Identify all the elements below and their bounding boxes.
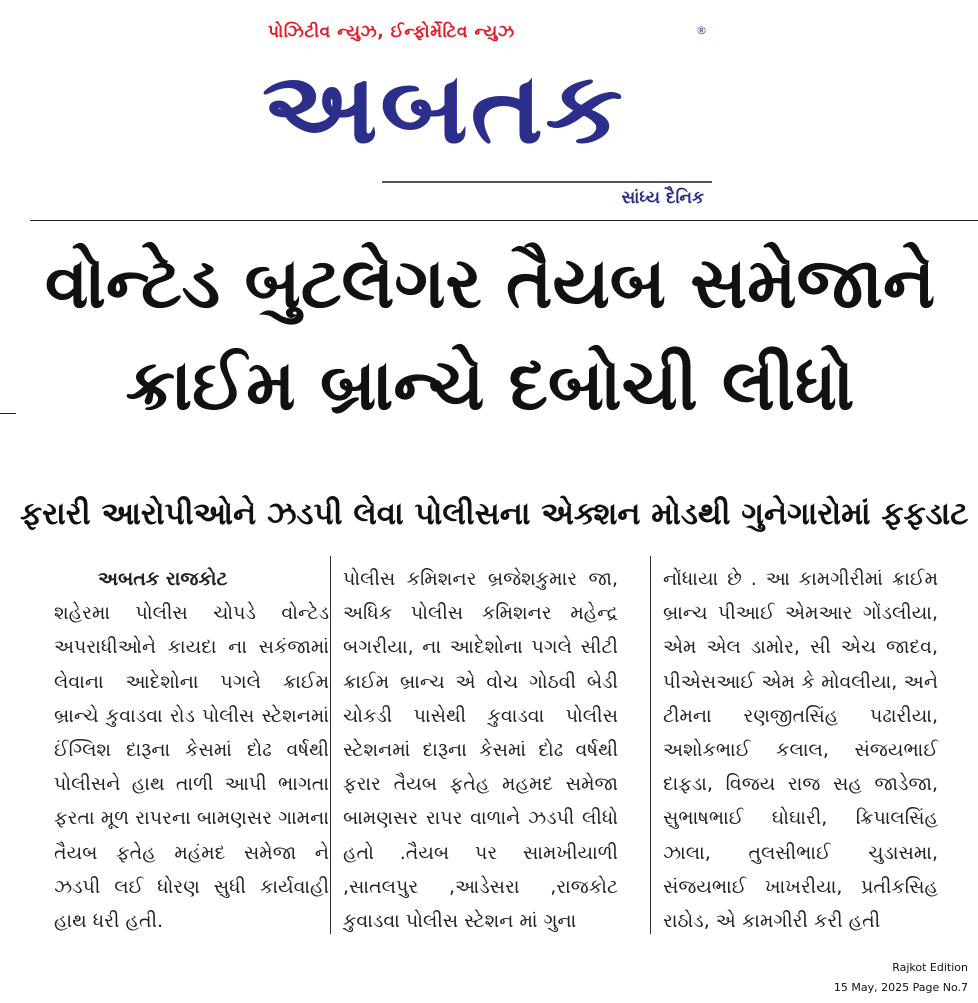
article-column-2: [343, 562, 618, 938]
masthead: [262, 18, 712, 206]
edition-name: Rajkot Edition: [892, 961, 968, 974]
article-column-1: [54, 562, 329, 938]
masthead-sub-brand: સાંધ્ય દૈનિક: [621, 188, 704, 208]
headline-line-2: ક્રાઈમ બ્રાન્ચે દબોચી લીધો: [125, 344, 855, 426]
article-column-3: [663, 562, 938, 938]
edition-date-page: 15 May, 2025 Page No.7: [833, 981, 968, 994]
newspaper-logo: અબતક: [262, 52, 626, 166]
registered-mark: ®: [696, 24, 707, 37]
column-3-text: નોંધાયા છે . આ કામગીરીમાં ક્રાઈમ બ્રાન્ચ પીઆઈ એમઆર ગોંડલીયા, એમ એલ ડામોર, સી એચ જાદવ, પીએસઆઈ એમ કે મોવલીયા, અને ટીમના રણજીતસિંહ પઢારીયા, અશોકભાઈ કલાલ, સંજયભાઈ દાફડા, વિજય રાજ સહ જાડેજા, સુભાષભાઈ ઘોઘારી, ક્રિપાલસિંહ ઝાલા, તુલસીભાઈ ચુડાસમા, સંજયભાઈ ખાખરીયા, પ્રતીકસિહ રાઠોડ, એ કામગીરી કરી હતી: [663, 568, 938, 933]
article-byline: અબતક રાજકોટ: [98, 568, 228, 590]
edition-info: [834, 958, 968, 998]
column-1-text: શહેરમા પોલીસ ચોપડે વોન્ટેડ અપરાધીઓને કાયદા ના સકંજામાં લેવાના આદેશોના પગલે ક્રાઈમ બ્રાન્ચે કુવાડવા રોડ પોલીસ સ્ટેશનમાં ઈંગ્લિશ દારૂના કેસમાં દોઢ વર્ષથી પોલીસને હાથ તાળી આપી ભાગતા ફરતા મૂળ રાપરના બામણસર ગામના તૈયબ ફતેહ મહંમદ સમેજા ને ઝડપી લઈ ધોરણ સુધી કાર્યવાહી હાથ ધરી હતી.: [54, 602, 329, 933]
article-subheadline: ફરારી આરોપીઓને ઝડપી લેવા પોલીસના એક્શન મોડથી ગુનેગારોમાં ફફડાટ: [20, 496, 969, 532]
column-divider: [650, 556, 651, 934]
article-headline: [20, 232, 960, 436]
header-divider: [30, 220, 978, 221]
margin-tick: [0, 413, 16, 414]
masthead-tagline: પોઝિટીવ ન્યુઝ, ઈન્ફોર્મેટિવ ન્યુઝ: [268, 22, 515, 42]
headline-line-1: વોન્ટેડ બુટલેગર તૈયબ સમેજાને: [44, 242, 936, 324]
logo-underline: [382, 181, 712, 183]
column-divider: [330, 556, 331, 934]
column-2-text: પોલીસ કમિશનર બ્રજેશકુમાર જા, અધિક પોલીસ કમિશનર મહેન્દ્ર બગરીયા, ના આદેશોના પગલે સીટી ક્રાઈમ બ્રાન્ચ એ વોચ ગોઠવી બેડી ચોકડી પાસેથી કુવાડવા પોલીસ સ્ટેશનમાં દારૂના કેસમાં દોઢ વર્ષથી ફરાર તૈયબ ફતેહ મહમદ સમેજા બામણસર રાપર વાળાને ઝડપી લીધો હતો .તૈયબ પર સામખીયાળી ,સાતલપુર ,આડેસરા ,રાજકોટ કુવાડવા પોલીસ સ્ટેશન માં ગુના: [343, 568, 618, 933]
